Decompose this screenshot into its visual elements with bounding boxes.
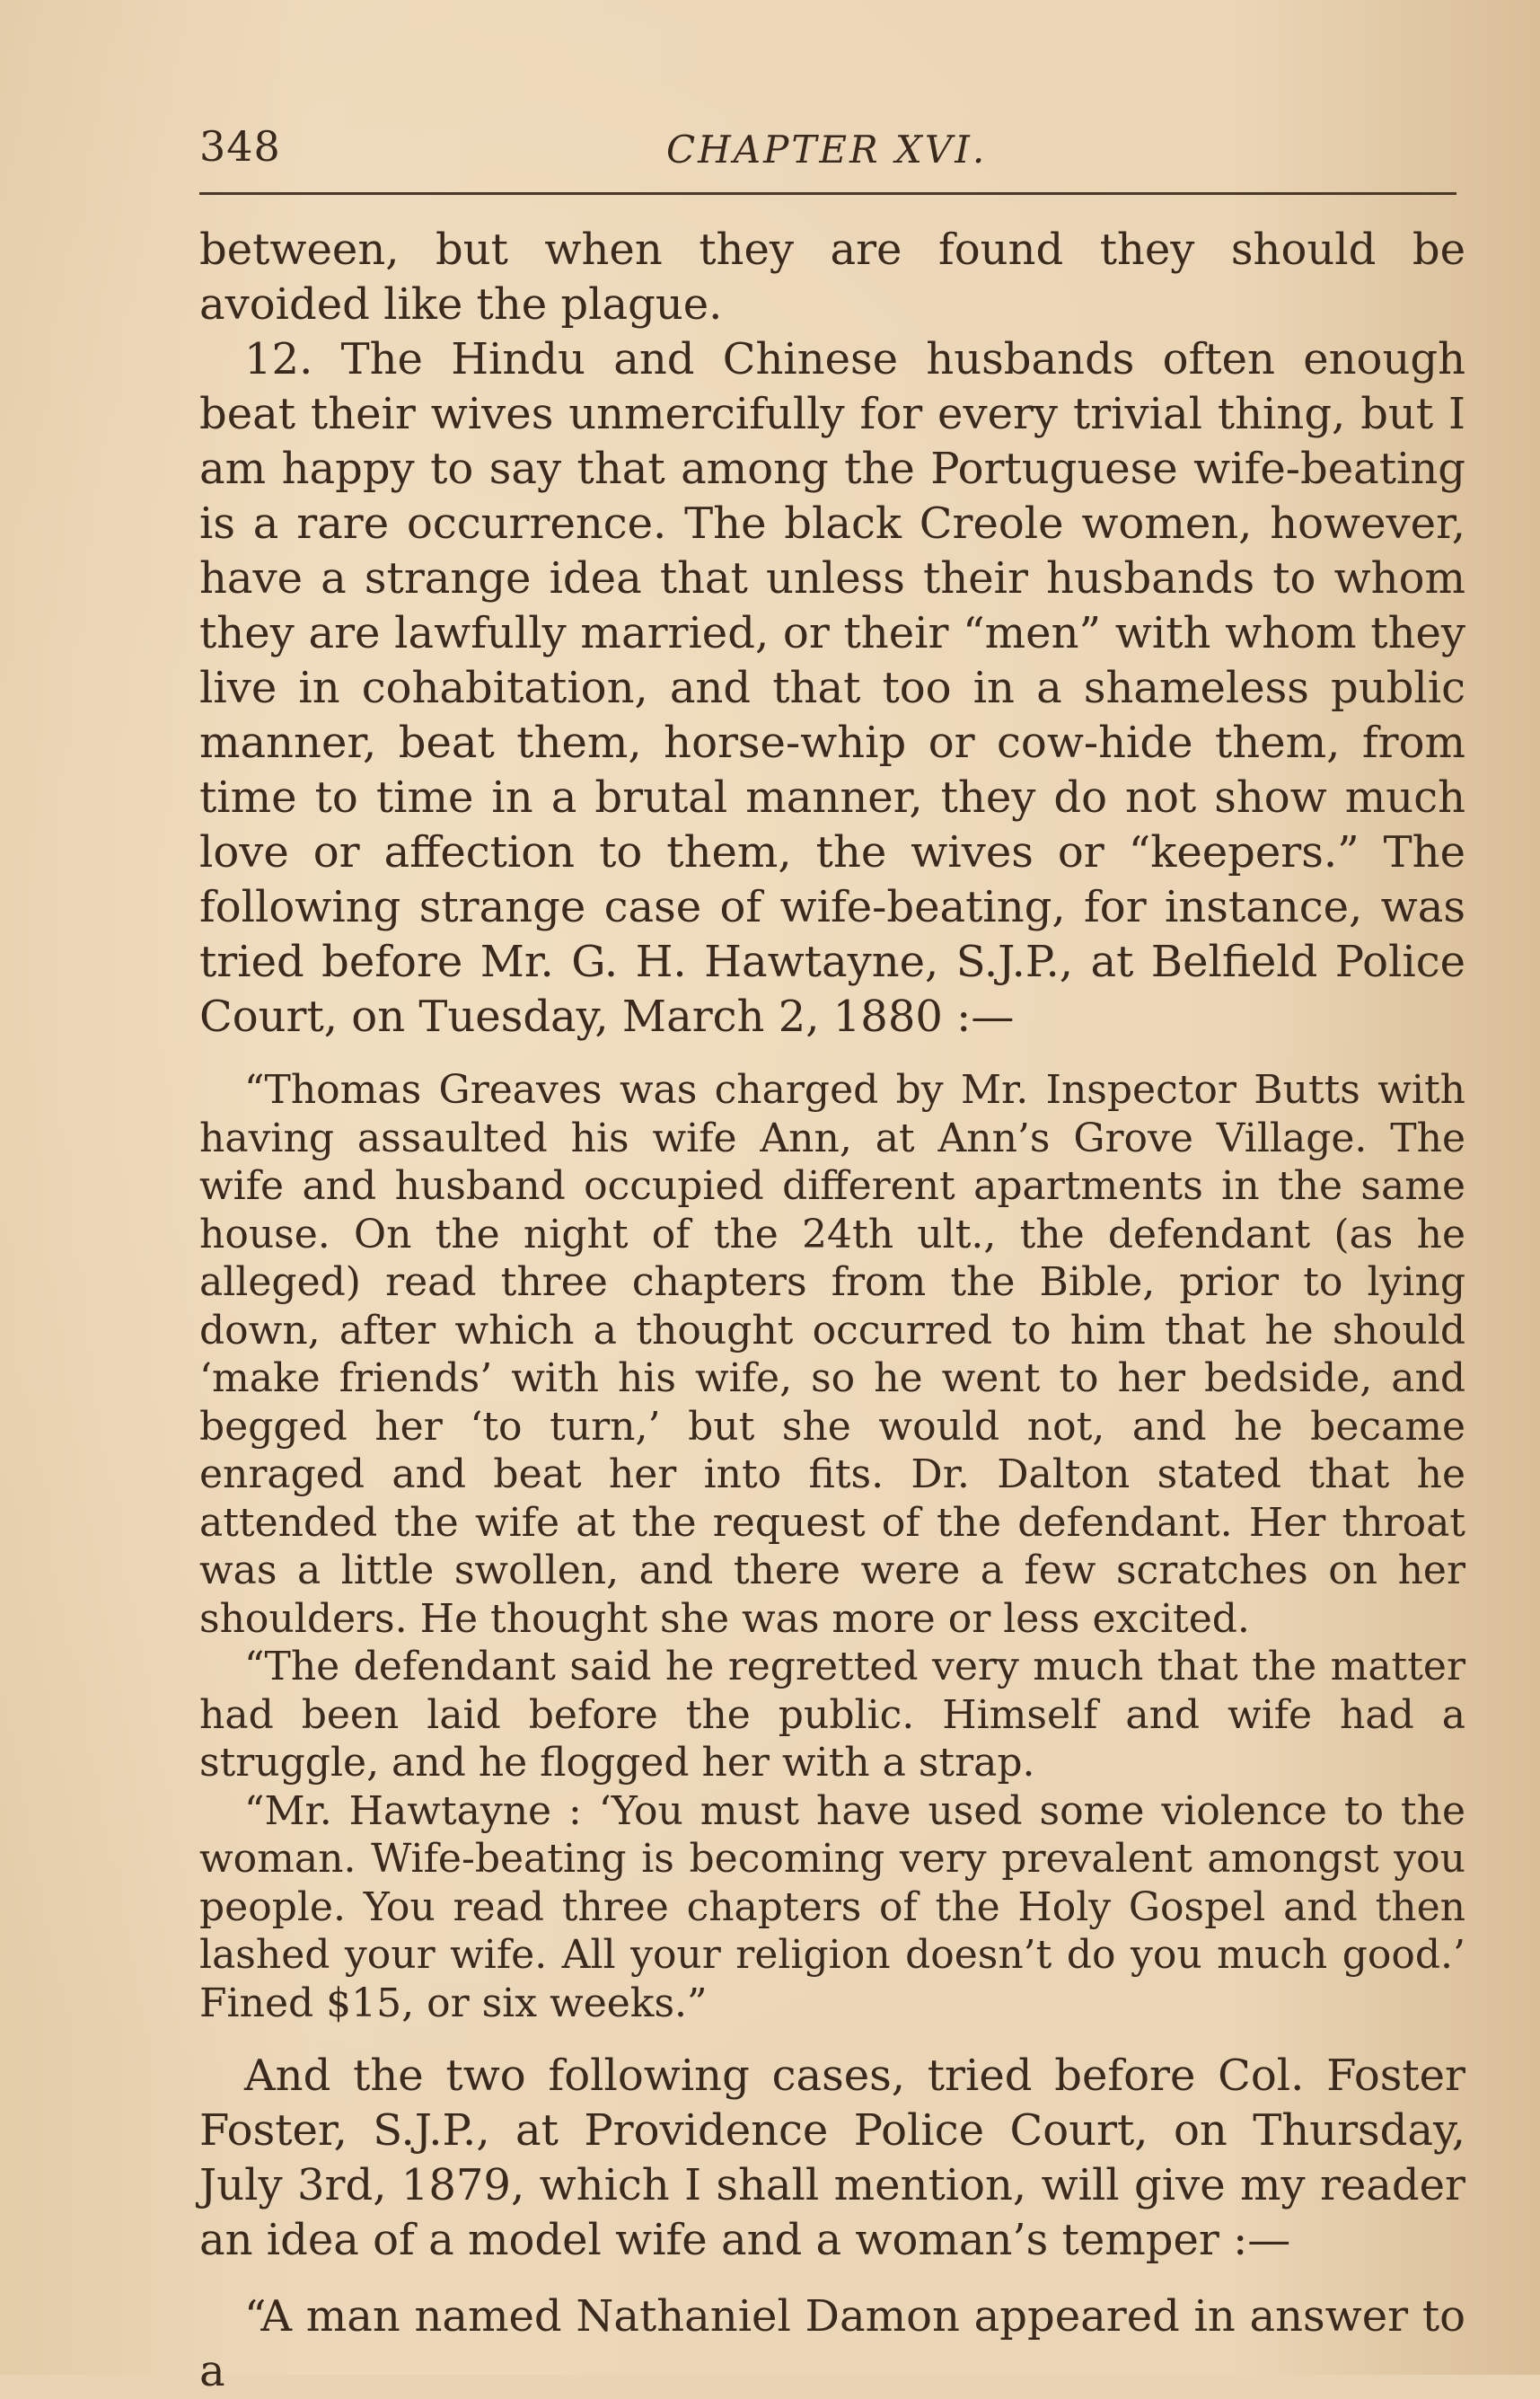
spacer	[199, 1045, 1465, 1066]
quote-greaves-charge: “Thomas Greaves was charged by Mr. Inspector Butts with having assaulted his wife Ann, at Ann’s Grove Village. The wife and husband occupied different apartments in the same house. On the night of the 24th ult., the defendant (as he alleged) read three chapters from the Bible, prior to lying down, after which a thought occurred to him that he should ‘make friends’ with his wife, so he went to her bedside, and begged her ‘to turn,’ but she would not, and he became enraged and beat her into fits. Dr. Dalton stated that he attended the wife at the request of the defendant. Her throat was a little swollen, and there were a few scratches on her shoulders. He thought she was more or less excited.	[199, 1067, 1465, 1642]
quote-defendant-statement: “The defendant said he regretted very much that the matter had been laid before the public. Himself and wife had a struggle, and he flogged her with a strap.	[199, 1644, 1465, 1786]
page-header	[199, 115, 1464, 178]
page-number: 348	[199, 122, 281, 171]
spacer	[199, 2027, 1465, 2049]
spacer	[199, 2268, 1465, 2289]
paragraph-continuation: between, but when they are found they should be avoided like the plague.	[199, 225, 1465, 330]
quote-damon-start: “A man named Nathaniel Damon appeared in answer to a	[199, 2291, 1465, 2396]
running-head: CHAPTER XVI.	[666, 128, 988, 172]
header-rule	[199, 192, 1456, 195]
quote-hawtayne-judgment: “Mr. Hawtayne : ‘You must have used some violence to the woman. Wife-beating is becoming very prevalent amongst you people. You read three chapters of the Holy Gospel and then lashed your wife. All your religion doesn’t do you much good.’ Fined $15, or six weeks.”	[199, 1787, 1465, 2026]
paragraph-12: 12. The Hindu and Chinese husbands often enough beat their wives unmercifully for every trivial thing, but I am happy to say that among the Portuguese wife-beating is a rare occurrence. The black Creole women, however, have a strange idea that unless their husbands to whom they are lawfully married, or their “men” with whom they live in cohabitation, and that too in a shameless public manner, beat them, horse-whip or cow-hide them, from time to time in a brutal manner, they do not show much love or affection to them, the wives or “keepers.” The following strange case of wife-beating, for instance, was tried before Mr. G. H. Hawtayne, S.J.P., at Belfield Police Court, on Tuesday, March 2, 1880 :—	[199, 334, 1465, 1042]
body-text	[199, 223, 1465, 2399]
paragraph-providence-cases: And the two following cases, tried before Col. Foster Foster, S.J.P., at Providence Police Court, on Thursday, July 3rd, 1879, which I shall mention, will give my reader an idea of a model wife and a woman’s temper :—	[199, 2051, 1465, 2265]
